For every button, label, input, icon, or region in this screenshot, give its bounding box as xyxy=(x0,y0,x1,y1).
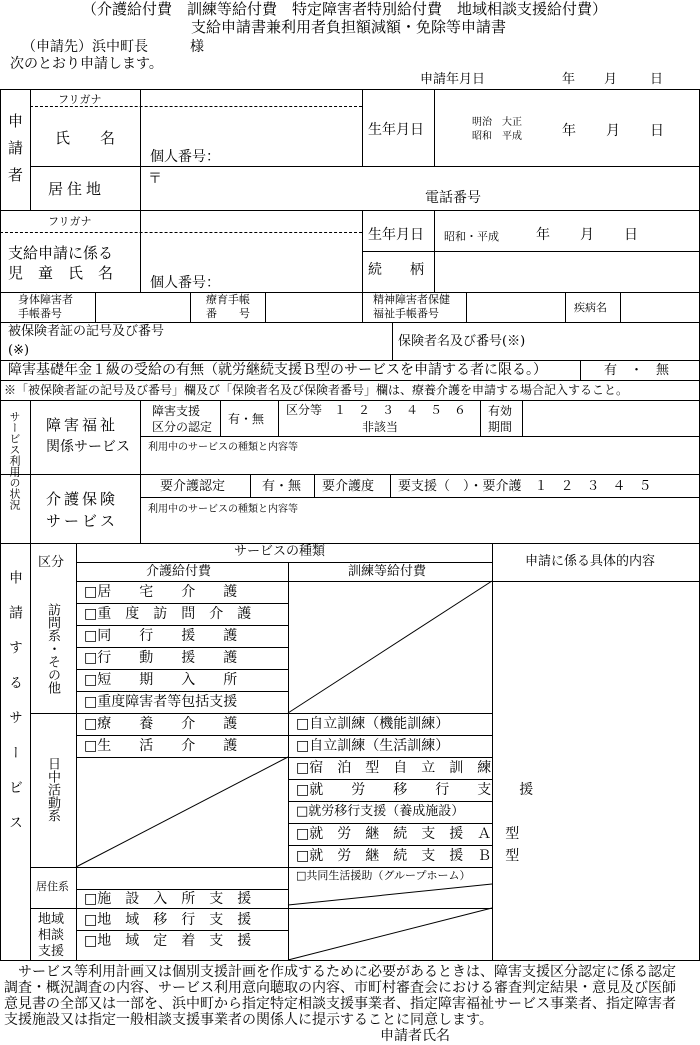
checkbox-comprehensive-support[interactable]: □重度障害者等包括支援 xyxy=(84,694,238,710)
checkbox-functional-training[interactable]: □自立訓練（機能訓練） xyxy=(296,716,450,732)
not-applicable: 非該当 xyxy=(362,420,399,434)
care-benefit-header: 介護給付費 xyxy=(146,564,212,579)
welfare-in-use-label: 利用中のサービスの種類と内容等 xyxy=(148,442,298,453)
training-benefit-header: 訓練等給付費 xyxy=(348,564,427,579)
checkbox-severe-visit-care[interactable]: □重 度 訪 問 介 護 xyxy=(84,606,252,622)
applicant-era-row1: 明治 大正 xyxy=(472,117,522,128)
applicant-birth-day: 日 xyxy=(650,123,664,139)
services-side-label: 申請するサービス xyxy=(7,570,23,850)
form-title-benefits: （介護給付費 訓練等給付費 特定障害者特別給付費 地域相談支援給付費） xyxy=(82,0,608,18)
phone-label: 電話番号 xyxy=(425,190,481,206)
mental-handbook-label-2: 福祉手帳番号 xyxy=(373,307,439,320)
checkbox-regional-transition[interactable]: □地 域 移 行 支 援 xyxy=(84,912,252,928)
child-name-label-line2: 児 童 氏 名 xyxy=(8,264,114,282)
postal-mark: 〒 xyxy=(148,171,162,187)
usage-side-label: サービス利用の状況 xyxy=(8,411,21,510)
applicant-birth-month: 月 xyxy=(606,123,620,139)
insurance-card-mark: (※) xyxy=(8,343,30,358)
checkbox-group-home[interactable]: □共同生活援助（グループホーム） xyxy=(296,869,471,882)
rehab-handbook-label-2: 番 号 xyxy=(206,307,250,320)
child-personal-number-label: 個人番号： xyxy=(150,275,220,291)
pension-yes-no: 有 ・ 無 xyxy=(604,363,670,378)
form-title: 支給申請書兼利用者負担額減額・免除等申請書 xyxy=(191,18,507,36)
consent-line-3: 意見書の全部又は一部を、浜中町から指定特定相談支援事業者、指定障害福祉サービス事業者、指定障害者 xyxy=(4,996,676,1012)
care-insurance-label-2: サービス xyxy=(46,512,119,530)
support-cert-yes-no: 有・無 xyxy=(228,412,265,426)
service-type-header: サービスの種類 xyxy=(234,544,326,559)
checkbox-employment-transition[interactable]: □就 労 移 行 支 援 xyxy=(296,782,534,798)
rehab-handbook-label-1: 療育手帳 xyxy=(206,293,250,306)
care-insurance-label-1: 介護保険 xyxy=(46,490,119,508)
date-year: 年 xyxy=(562,72,576,87)
valid-period-label-1: 有効 xyxy=(488,404,513,418)
applicant-era-row2: 昭和 平成 xyxy=(472,131,522,142)
child-era: 昭和・平成 xyxy=(444,230,499,243)
applicant-birth-label: 生年月日 xyxy=(368,122,424,138)
valid-period-label-2: 期間 xyxy=(488,420,513,434)
group-day-label: 日中活動系 xyxy=(45,757,60,822)
consent-line-2: 調査・概況調査の内容、サービス利用意向聴取の内容、市町村審査会における審査判定結果・意見及び医師 xyxy=(4,980,676,996)
checkbox-continuous-employment-b[interactable]: □就 労 継 続 支 援 Ｂ 型 xyxy=(296,848,520,864)
applicant-address-label: 居住地 xyxy=(48,180,106,198)
group-visit-label: 訪問系・その他 xyxy=(45,603,60,694)
date-day: 日 xyxy=(650,72,664,87)
applicant-side-label: 申請者 xyxy=(6,113,24,194)
applicant-personal-number-label: 個人番号： xyxy=(150,149,220,165)
application-date-label: 申請年月日 xyxy=(420,72,486,87)
group-regional-label-3: 支援 xyxy=(38,944,65,959)
checkbox-life-care[interactable]: □生 活 介 護 xyxy=(84,738,238,754)
welfare-service-label-2: 関係サービス xyxy=(46,439,130,455)
applicant-birth-year: 年 xyxy=(562,123,576,139)
group-regional-label-2: 相談 xyxy=(38,928,65,943)
mental-handbook-label-1: 精神障害者保健 xyxy=(373,293,450,306)
consent-line-4: 支援施設又は指定一般相談支援事業者の関係人に提示することに同意します。 xyxy=(4,1012,493,1028)
applicant-furigana-label: フリガナ xyxy=(58,93,102,106)
kubun-header: 区分 xyxy=(38,555,65,570)
physical-handbook-label-2: 手帳番号 xyxy=(18,307,62,320)
pension-question: 障害基礎年金１級の受給の有無（就労継続支援Ｂ型のサービスを申請する者に限る。） xyxy=(8,362,547,378)
date-month: 月 xyxy=(604,72,618,87)
child-birth-year: 年 xyxy=(536,227,550,243)
support-cert-label-1: 障害支援 xyxy=(152,404,201,418)
child-name-label-line1: 支給申請に係る xyxy=(8,244,114,262)
checkbox-behavior-support[interactable]: □行 動 援 護 xyxy=(84,650,238,666)
physical-handbook-label-1: 身体障害者 xyxy=(18,293,73,306)
specific-content-header: 申請に係る具体的内容 xyxy=(525,554,656,569)
request-line: 次のとおり申請します。 xyxy=(10,56,163,72)
support-care-level: 要支援（ ）・要介護 １ ２ ３ ４ ５ xyxy=(398,479,652,494)
support-class: 区分等 １ ２ ３ ４ ５ ６ xyxy=(286,403,467,417)
relation-label: 続 柄 xyxy=(368,262,424,278)
checkbox-continuous-employment-a[interactable]: □就 労 継 続 支 援 Ａ 型 xyxy=(296,826,520,842)
insurance-note: ※「被保険者証の記号及び番号」欄及び「保険者名及び保険者番号」欄は、療養介護を申請する場合記入すること。 xyxy=(4,383,629,397)
care-in-use-label: 利用中のサービスの種類と内容等 xyxy=(148,504,298,515)
checkbox-facility-admission[interactable]: □施 設 入 所 支 援 xyxy=(84,891,252,907)
care-level-label: 要介護度 xyxy=(322,479,375,494)
group-residence-label: 居住系 xyxy=(36,880,69,893)
consent-line-1: サービス等利用計画又は個別支援計画を作成するために必要があるときは、障害支援区分認定に係る認定 xyxy=(4,964,676,980)
insurer-label: 保険者名及び番号(※) xyxy=(398,334,526,349)
checkbox-home-care[interactable]: □居 宅 介 護 xyxy=(84,584,238,600)
addressee: （申請先）浜中町長 様 xyxy=(22,39,204,55)
support-cert-label-2: 区分の認定 xyxy=(152,420,213,434)
checkbox-medical-care[interactable]: □療 養 介 護 xyxy=(84,716,238,732)
applicant-name-label: 氏 名 xyxy=(55,129,116,147)
checkbox-residential-training[interactable]: □宿 泊 型 自 立 訓 練 xyxy=(296,760,492,776)
applicant-signature-label: 申請者氏名 xyxy=(380,1028,450,1044)
care-cert-label: 要介護認定 xyxy=(160,479,226,494)
child-furigana-label: フリガナ xyxy=(48,215,92,228)
care-cert-yes-no: 有・無 xyxy=(262,479,302,494)
disease-label: 疾病名 xyxy=(574,301,607,314)
checkbox-regional-settlement[interactable]: □地 域 定 着 支 援 xyxy=(84,933,252,949)
welfare-service-label-1: 障害福祉 xyxy=(46,416,119,434)
checkbox-employment-transition-training[interactable]: □就労移行支援（養成施設） xyxy=(296,804,465,819)
child-birth-month: 月 xyxy=(580,227,594,243)
checkbox-short-stay[interactable]: □短 期 入 所 xyxy=(84,672,238,688)
group-regional-label-1: 地域 xyxy=(38,912,65,927)
child-birth-label: 生年月日 xyxy=(368,227,424,243)
checkbox-life-training[interactable]: □自立訓練（生活訓練） xyxy=(296,738,450,754)
child-birth-day: 日 xyxy=(624,227,638,243)
insurance-card-label: 被保険者証の記号及び番号 xyxy=(8,324,165,339)
checkbox-accompany-support[interactable]: □同 行 援 護 xyxy=(84,628,238,644)
